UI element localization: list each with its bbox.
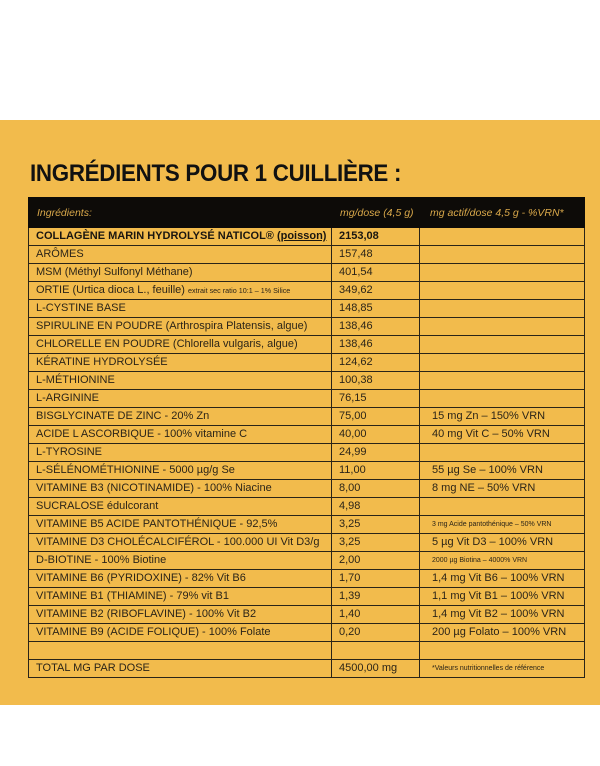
table-row	[29, 588, 585, 606]
ingredient-name: L-ARGININE	[36, 392, 99, 404]
mg-dose-cell: 4,98	[332, 498, 420, 516]
mg-dose-cell	[332, 642, 420, 660]
table-row	[29, 372, 585, 390]
mg-dose-cell: 1,40	[332, 606, 420, 624]
ingredient-name: L-TYROSINE	[36, 446, 103, 458]
mg-dose-cell: 3,25	[332, 516, 420, 534]
ingredient-name: SPIRULINE EN POUDRE (Arthrospira Platensis, algue)	[36, 320, 308, 332]
table-row	[29, 264, 585, 282]
vrn-cell: *Valeurs nutritionnelles de référence	[420, 660, 585, 678]
ingredient-name: CHLORELLE EN POUDRE (Chlorella vulgaris, algue)	[36, 338, 298, 350]
vrn-cell	[420, 354, 585, 372]
vrn-cell: 1,1 mg Vit B1 – 100% VRN	[420, 588, 585, 606]
ingredient-name-cell	[29, 264, 332, 282]
table-body	[29, 228, 585, 678]
mg-dose-cell: 3,25	[332, 534, 420, 552]
ingredient-name: KÉRATINE HYDROLYSÉE	[36, 356, 168, 368]
ingredient-name-cell	[29, 606, 332, 624]
ingredient-name-cell	[29, 480, 332, 498]
ingredient-name: D-BIOTINE - 100% Biotine	[36, 554, 167, 566]
mg-dose-cell: 1,70	[332, 570, 420, 588]
vrn-cell	[420, 246, 585, 264]
ingredient-name: VITAMINE B9 (ACIDE FOLIQUE) - 100% Folate	[36, 626, 271, 638]
table-row	[29, 246, 585, 264]
mg-dose-cell: 100,38	[332, 372, 420, 390]
ingredient-name-cell	[29, 624, 332, 642]
vrn-cell: 1,4 mg Vit B6 – 100% VRN	[420, 570, 585, 588]
ingredient-name-cell	[29, 516, 332, 534]
vrn-cell	[420, 282, 585, 300]
vrn-cell: 15 mg Zn – 150% VRN	[420, 408, 585, 426]
ingredient-name: MSM (Méthyl Sulfonyl Méthane)	[36, 266, 193, 278]
vrn-cell	[420, 264, 585, 282]
mg-dose-cell: 2153,08	[332, 228, 420, 246]
ingredient-name-cell	[29, 462, 332, 480]
ingredient-name-cell	[29, 300, 332, 318]
ingredient-name-cell	[29, 444, 332, 462]
empty-row	[29, 642, 585, 660]
vrn-cell	[420, 642, 585, 660]
ingredient-name-cell	[29, 228, 332, 246]
ingredient-name-cell	[29, 390, 332, 408]
ingredient-origin: (poisson)	[276, 230, 327, 242]
ingredient-name-cell	[29, 408, 332, 426]
mg-dose-cell: 1,39	[332, 588, 420, 606]
table-row	[29, 516, 585, 534]
vrn-cell: 8 mg NE – 50% VRN	[420, 480, 585, 498]
table-row	[29, 354, 585, 372]
ingredient-name-cell	[29, 426, 332, 444]
ingredient-name: COLLAGÈNE MARIN HYDROLYSÉ NATICOL®	[36, 230, 277, 242]
total-row	[29, 660, 585, 678]
ingredient-name-cell	[29, 336, 332, 354]
ingredient-name: SUCRALOSE édulcorant	[36, 500, 159, 512]
vrn-cell: 3 mg Acide pantothénique – 50% VRN	[420, 516, 585, 534]
ingredient-name-cell	[29, 318, 332, 336]
mg-dose-cell: 8,00	[332, 480, 420, 498]
vrn-cell: 200 µg Folato – 100% VRN	[420, 624, 585, 642]
ingredient-name-cell	[29, 534, 332, 552]
ingredient-name: VITAMINE B1 (THIAMINE) - 79% vit B1	[36, 590, 229, 602]
header-ingredient: Ingrédients:	[29, 198, 332, 228]
mg-dose-cell: 24,99	[332, 444, 420, 462]
table-row	[29, 300, 585, 318]
vrn-cell: 40 mg Vit C – 50% VRN	[420, 426, 585, 444]
ingredient-name: VITAMINE D3 CHOLÉCALCIFÉROL - 100.000 UI Vit D3/g	[36, 536, 320, 548]
table-row	[29, 408, 585, 426]
ingredient-name: VITAMINE B3 (NICOTINAMIDE) - 100% Niacine	[36, 482, 272, 494]
vrn-cell: 1,4 mg Vit B2 – 100% VRN	[420, 606, 585, 624]
table-row	[29, 228, 585, 246]
ingredient-name-cell	[29, 660, 332, 678]
ingredient-detail: extrait sec ratio 10:1 – 1% Silice	[188, 286, 291, 295]
vrn-cell	[420, 228, 585, 246]
table-row	[29, 498, 585, 516]
table-row	[29, 480, 585, 498]
ingredient-name: VITAMINE B2 (RIBOFLAVINE) - 100% Vit B2	[36, 608, 257, 620]
ingredient-name: BISGLYCINATE DE ZINC - 20% Zn	[36, 410, 210, 422]
table-row	[29, 390, 585, 408]
mg-dose-cell: 4500,00 mg	[332, 660, 420, 678]
ingredient-name: L-CYSTINE BASE	[36, 302, 126, 314]
ingredient-name: TOTAL MG PAR DOSE	[36, 662, 150, 674]
mg-dose-cell: 138,46	[332, 318, 420, 336]
mg-dose-cell: 124,62	[332, 354, 420, 372]
ingredient-name: VITAMINE B6 (PYRIDOXINE) - 82% Vit B6	[36, 572, 246, 584]
ingredients-table	[28, 197, 585, 678]
table-row	[29, 552, 585, 570]
ingredient-name: L-MÉTHIONINE	[36, 374, 115, 386]
ingredient-name: ARÔMES	[36, 248, 84, 260]
header-mg-dose: mg/dose (4,5 g)	[332, 198, 420, 228]
mg-dose-cell: 2,00	[332, 552, 420, 570]
ingredient-name: VITAMINE B5 ACIDE PANTOTHÉNIQUE - 92,5%	[36, 518, 278, 530]
table-row	[29, 624, 585, 642]
ingredient-name-cell	[29, 552, 332, 570]
vrn-cell	[420, 390, 585, 408]
vrn-cell: 2000 µg Biotina – 4000% VRN	[420, 552, 585, 570]
table-row	[29, 462, 585, 480]
table-header-row	[29, 198, 585, 228]
vrn-cell	[420, 372, 585, 390]
mg-dose-cell: 138,46	[332, 336, 420, 354]
ingredient-name-cell	[29, 354, 332, 372]
ingredient-name: ORTIE (Urtica dioca L., feuille)	[36, 284, 189, 296]
ingredient-name-cell	[29, 372, 332, 390]
mg-dose-cell: 75,00	[332, 408, 420, 426]
page-title: INGRÉDIENTS POUR 1 CUILLIÈRE :	[30, 160, 402, 187]
vrn-cell	[420, 498, 585, 516]
header-vrn: mg actif/dose 4,5 g - %VRN*	[420, 198, 585, 228]
ingredient-name-cell	[29, 282, 332, 300]
vrn-cell	[420, 444, 585, 462]
table-row	[29, 426, 585, 444]
ingredient-name-cell	[29, 570, 332, 588]
mg-dose-cell: 11,00	[332, 462, 420, 480]
mg-dose-cell: 349,62	[332, 282, 420, 300]
vrn-cell	[420, 336, 585, 354]
table-row	[29, 318, 585, 336]
vrn-cell: 5 µg Vit D3 – 100% VRN	[420, 534, 585, 552]
ingredient-name-cell	[29, 588, 332, 606]
mg-dose-cell: 76,15	[332, 390, 420, 408]
table-row	[29, 444, 585, 462]
table-row	[29, 336, 585, 354]
mg-dose-cell: 148,85	[332, 300, 420, 318]
vrn-cell	[420, 300, 585, 318]
table-row	[29, 570, 585, 588]
vrn-cell: 55 µg Se – 100% VRN	[420, 462, 585, 480]
table-row	[29, 534, 585, 552]
mg-dose-cell: 157,48	[332, 246, 420, 264]
table-row	[29, 282, 585, 300]
mg-dose-cell: 401,54	[332, 264, 420, 282]
ingredient-name: ACIDE L ASCORBIQUE - 100% vitamine C	[36, 428, 248, 440]
table-row	[29, 606, 585, 624]
mg-dose-cell: 0,20	[332, 624, 420, 642]
vrn-cell	[420, 318, 585, 336]
ingredient-name: L-SÉLÉNOMÉTHIONINE - 5000 µg/g Se	[36, 464, 235, 476]
ingredient-name-cell	[29, 498, 332, 516]
ingredient-name-cell	[29, 642, 332, 660]
mg-dose-cell: 40,00	[332, 426, 420, 444]
ingredient-name-cell	[29, 246, 332, 264]
